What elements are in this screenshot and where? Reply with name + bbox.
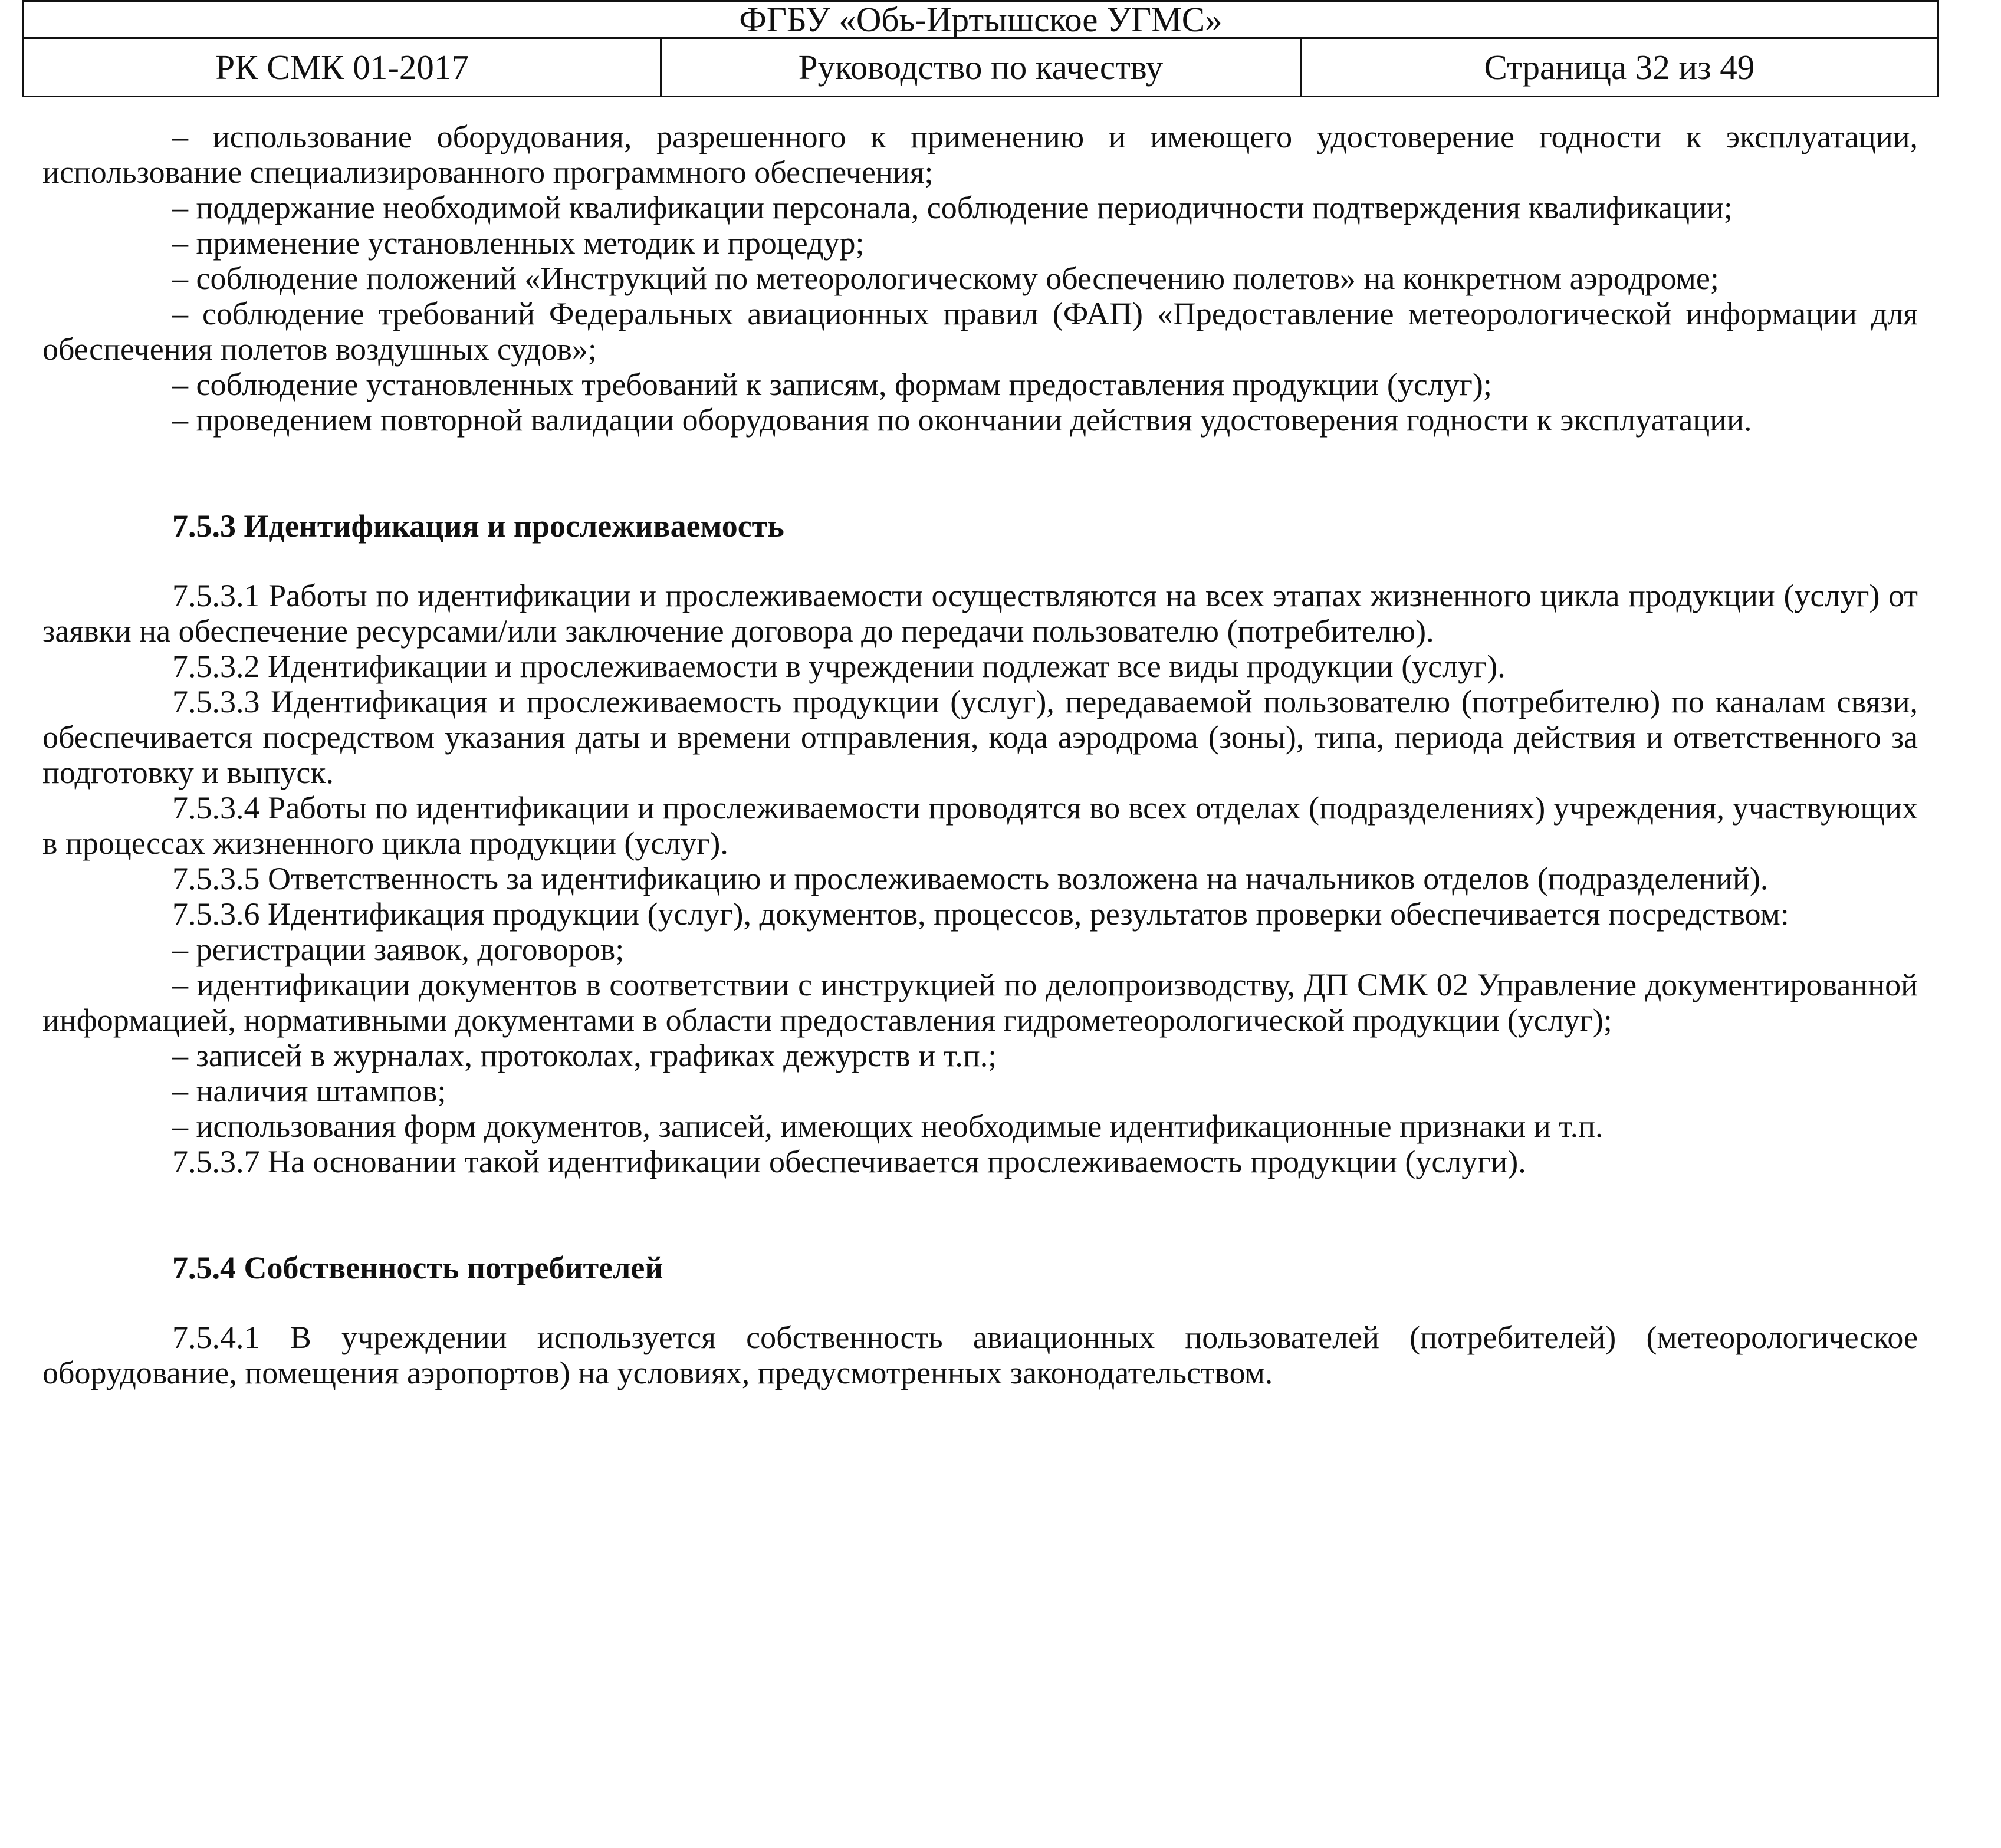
- section-gap: [42, 544, 1918, 578]
- document-header-table: [22, 0, 1939, 97]
- intro-bullet: – соблюдение положений «Инструкций по метеорологическому обеспечению полетов» на конкретном аэродроме;: [172, 261, 1719, 296]
- paragraph-7-5-3-2: 7.5.3.2 Идентификации и прослеживаемости в учреждении подлежат все виды продукции (услуг).: [172, 649, 1506, 684]
- section-gap: [42, 438, 1918, 508]
- list-item: – идентификации документов в соответствии с инструкцией по делопроизводству, ДП СМК 02 Управление документированной информацией, нормативными документами в области предоставления гидрометеорологической продукции (услуг);: [42, 967, 1918, 1038]
- document-code: РК СМК 01-2017: [24, 38, 661, 97]
- paragraph-7-5-3-7: 7.5.3.7 На основании такой идентификации обеспечивается прослеживаемость продукции (услуги).: [172, 1144, 1526, 1179]
- paragraph-7-5-3-1: 7.5.3.1 Работы по идентификации и прослеживаемости осуществляются на всех этапах жизненного цикла продукции (услуг) от заявки на обеспечение ресурсами/или заключение договора до передачи пользователю (потребителю).: [42, 578, 1918, 649]
- intro-bullet: – соблюдение установленных требований к записям, формам предоставления продукции (услуг);: [172, 367, 1492, 402]
- document-title: Руководство по качеству: [661, 38, 1300, 97]
- intro-bullet: – соблюдение требований Федеральных авиационных правил (ФАП) «Предоставление метеорологической информации для обеспечения полетов воздушных судов»;: [42, 296, 1918, 367]
- list-item: – наличия штампов;: [172, 1073, 446, 1109]
- intro-bullet: – использование оборудования, разрешенного к применению и имеющего удостоверение годности к эксплуатации, использование специализированного программного обеспечения;: [42, 119, 1918, 190]
- paragraph-7-5-4-1: 7.5.4.1 В учреждении используется собственность авиационных пользователей (потребителей) (метеорологическое оборудование, помещения аэропортов) на условиях, предусмотренных законодательством.: [42, 1320, 1918, 1390]
- section-heading-7-5-4: 7.5.4 Собственность потребителей: [172, 1250, 663, 1285]
- paragraph-7-5-3-6: 7.5.3.6 Идентификация продукции (услуг), документов, процессов, результатов проверки обеспечивается посредством:: [172, 896, 1789, 932]
- paragraph-7-5-3-5: 7.5.3.5 Ответственность за идентификацию и прослеживаемость возложена на начальников отделов (подразделений).: [172, 861, 1769, 896]
- intro-bullet: – проведением повторной валидации оборудования по окончании действия удостоверения годности к эксплуатации.: [172, 402, 1752, 438]
- paragraph-7-5-3-4: 7.5.3.4 Работы по идентификации и прослеживаемости проводятся во всех отделах (подразделениях) учреждения, участвующих в процессах жизненного цикла продукции (услуг).: [42, 790, 1918, 861]
- section-gap: [42, 1179, 1918, 1250]
- list-item: – регистрации заявок, договоров;: [172, 932, 625, 967]
- organization-name: ФГБУ «Обь-Иртышское УГМС»: [24, 1, 1938, 38]
- intro-bullet: – поддержание необходимой квалификации персонала, соблюдение периодичности подтверждения квалификации;: [172, 190, 1733, 225]
- section-gap: [42, 1285, 1918, 1320]
- list-item: – использования форм документов, записей, имеющих необходимые идентификационные признаки и т.п.: [172, 1109, 1604, 1144]
- page-number: Страница 32 из 49: [1300, 38, 1938, 97]
- document-body: [42, 119, 1918, 1390]
- section-heading-7-5-3: 7.5.3 Идентификация и прослеживаемость: [172, 508, 784, 544]
- intro-bullet: – применение установленных методик и процедур;: [172, 225, 865, 261]
- list-item: – записей в журналах, протоколах, графиках дежурств и т.п.;: [172, 1038, 997, 1073]
- paragraph-7-5-3-3: 7.5.3.3 Идентификация и прослеживаемость продукции (услуг), передаваемой пользователю (потребителю) по каналам связи, обеспечивается посредством указания даты и времени отправления, кода аэродрома (зоны), типа, периода действия и ответственного за подготовку и выпуск.: [42, 684, 1918, 790]
